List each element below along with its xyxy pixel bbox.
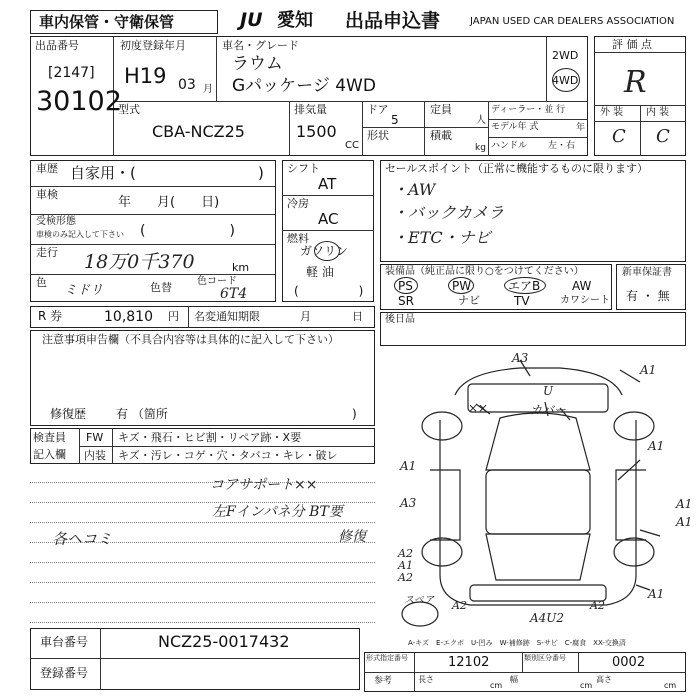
handwritten-note-1: コアサポート×× bbox=[210, 477, 318, 493]
exterior-label: 外 装 bbox=[600, 107, 624, 118]
handwritten-note-2: 左Fインパネ分 BT要 bbox=[212, 504, 343, 520]
equip-leather-seat: カワシート bbox=[560, 295, 610, 306]
ac-value: AC bbox=[318, 210, 339, 228]
model-name: ラウム bbox=[232, 54, 283, 74]
name-change-month: 月 bbox=[300, 310, 311, 323]
type-label: 型式 bbox=[118, 103, 140, 116]
mark-u: U bbox=[543, 384, 554, 398]
equip-tv: TV bbox=[514, 294, 530, 308]
lot-sub-number: [2147] bbox=[48, 65, 95, 81]
displacement-unit: CC bbox=[345, 140, 359, 151]
mark-spare: スペア bbox=[404, 595, 434, 606]
ac-label: 冷房 bbox=[287, 197, 309, 210]
shift-value: AT bbox=[318, 175, 337, 193]
drive-2wd: 2WD bbox=[552, 49, 579, 62]
equip-navi: ナビ bbox=[458, 294, 480, 307]
registration-era-year: H19 bbox=[124, 64, 167, 88]
history-close-paren: ) bbox=[258, 164, 264, 182]
logo-text: 愛知 bbox=[277, 10, 313, 31]
diagram-wheel-rl bbox=[422, 538, 462, 566]
handle-label: ハンドル bbox=[491, 141, 528, 151]
fw-label: FW bbox=[86, 431, 104, 444]
rating-value: R bbox=[624, 65, 647, 100]
inspection-label: 車検 bbox=[36, 188, 58, 201]
tax-label: R 券 bbox=[38, 309, 63, 323]
interior-check-label: 内装 bbox=[84, 449, 106, 462]
capacity-unit: 人 bbox=[476, 115, 486, 126]
warranty-value: 有 ・ 無 bbox=[626, 289, 670, 303]
mark-a2-left: A2 bbox=[398, 547, 413, 560]
model-year-unit: 年 bbox=[576, 123, 586, 133]
category-value: 0002 bbox=[612, 655, 646, 670]
fw-items: キズ・飛石・ヒビ割・リペア跡・X要 bbox=[118, 431, 302, 444]
model-designation-value: 12102 bbox=[448, 655, 490, 670]
logo-mark: JU bbox=[240, 9, 263, 31]
storage-label: 車内保管・守衛保管 bbox=[39, 13, 175, 31]
drive-4wd: 4WD bbox=[552, 74, 579, 87]
mark-a1-right-1: A1 bbox=[676, 497, 693, 511]
name-change-label: 名変通知期限 bbox=[194, 310, 260, 323]
width-label: 幅 bbox=[510, 675, 518, 684]
fuel-parens: ( ) bbox=[294, 284, 364, 298]
diagram-wheel-fl bbox=[422, 412, 462, 440]
repair-label: 修復歴 bbox=[50, 407, 87, 421]
fuel-gas: ガソリン bbox=[300, 244, 349, 258]
equipment-label: 装備品（純正品に限り○をつけてください） bbox=[385, 266, 584, 277]
lot-label: 出品番号 bbox=[35, 39, 79, 52]
association-name: JAPAN USED CAR DEALERS ASSOCIATION bbox=[470, 16, 675, 27]
load-label: 積載 bbox=[430, 129, 452, 142]
lot-number: 30102 bbox=[36, 86, 122, 117]
model-designation-label: 形式指定番号 bbox=[366, 654, 408, 662]
notes-label: 注意事項申告欄（不具合内容等は具体的に記入して下さい） bbox=[42, 333, 339, 346]
equip-pw: PW bbox=[452, 279, 472, 293]
equip-sr: SR bbox=[398, 294, 414, 308]
doors-value: 5 bbox=[391, 113, 399, 127]
displacement-value: 1500 bbox=[296, 122, 337, 141]
displacement-label: 排気量 bbox=[294, 103, 327, 116]
diagram-right-doors bbox=[616, 470, 646, 540]
page-title: 出品申込書 bbox=[345, 10, 441, 32]
color-code-label: 色コード bbox=[197, 276, 237, 287]
fuel-label: 燃料 bbox=[287, 232, 309, 245]
length-unit: cm bbox=[490, 681, 503, 690]
registration-month: 03 bbox=[178, 77, 196, 93]
registration-label: 初度登録年月 bbox=[120, 39, 186, 52]
name-change-day: 日 bbox=[352, 310, 363, 323]
repair-close-paren: ) bbox=[352, 407, 357, 421]
diagram-rear-bumper bbox=[470, 585, 606, 601]
height-unit: cm bbox=[664, 681, 677, 690]
mark-a1-left: A1 bbox=[400, 459, 417, 473]
equip-aw: AW bbox=[572, 279, 592, 293]
tax-unit: 円 bbox=[168, 310, 179, 323]
exterior-value: C bbox=[612, 126, 626, 147]
diagram-wheel-fr bbox=[614, 412, 654, 440]
mark-a4u2: A4U2 bbox=[530, 611, 565, 625]
damage-legend: A-キズ E-エクボ U-凹み W-補修跡 S-サビ C-腐食 XX-交換済 bbox=[408, 639, 626, 647]
diagram-front-hood-outline bbox=[455, 368, 622, 398]
interior-check-items: キズ・汚レ・コゲ・穴・タバコ・キレ・破レ bbox=[118, 449, 338, 462]
mark-a1-front-right: A1 bbox=[640, 363, 657, 377]
selling-point-1: ・AW bbox=[392, 180, 436, 199]
recycle-label: 受検形態 bbox=[36, 216, 76, 227]
color-code-value: 6T4 bbox=[220, 286, 248, 302]
height-label: 高さ bbox=[596, 675, 612, 684]
interior-value: C bbox=[656, 126, 670, 147]
mark-a2-left-2: A2 bbox=[398, 571, 413, 584]
later-items-label: 後日品 bbox=[385, 314, 415, 325]
width-unit: cm bbox=[580, 681, 593, 690]
repair-value: 有 （箇所 bbox=[116, 407, 168, 421]
color-value: ミドリ bbox=[64, 283, 104, 298]
registration-month-unit: 月 bbox=[203, 84, 213, 95]
diagram-windshield bbox=[486, 413, 590, 470]
equip-ps: PS bbox=[398, 279, 413, 293]
mileage-label: 走行 bbox=[36, 246, 58, 259]
mark-cover: カバー bbox=[530, 403, 567, 417]
handle-value: 左・右 bbox=[548, 141, 576, 151]
color-label: 色 bbox=[36, 276, 47, 289]
mark-a1-right-2: A1 bbox=[676, 515, 693, 529]
equip-airbag: エアB bbox=[508, 279, 541, 293]
doors-label: ドア bbox=[367, 103, 389, 116]
category-label: 類別区分番号 bbox=[524, 654, 566, 662]
history-label: 車歴 bbox=[36, 162, 58, 175]
shift-label: シフト bbox=[287, 162, 320, 175]
handwritten-note-4: 各ヘコミ bbox=[52, 530, 113, 548]
rating-label: 評 価 点 bbox=[612, 38, 652, 51]
model-year-label: モデル年 式 bbox=[491, 122, 539, 132]
selling-point-2: ・バックカメラ bbox=[392, 203, 505, 222]
inspection-value: 年 月( 日) bbox=[118, 195, 220, 210]
mark-a3-left: A3 bbox=[400, 496, 417, 510]
interior-label: 内 装 bbox=[646, 107, 670, 118]
mileage-value: 18万0千370 bbox=[84, 251, 195, 273]
dealer-label: ディーラー・並 行 bbox=[491, 105, 566, 115]
diagram-roof bbox=[486, 470, 590, 534]
mark-xx: ×× bbox=[468, 401, 489, 415]
type-value: CBA-NCZ25 bbox=[152, 122, 245, 141]
mark-a1-right-door: A1 bbox=[648, 439, 665, 453]
selling-point-3: ・ETC・ナビ bbox=[392, 228, 491, 247]
handwritten-note-3: 修復 bbox=[338, 529, 366, 545]
model-grade: Gパッケージ 4WD bbox=[232, 76, 376, 96]
mark-a1-right-rear: A1 bbox=[648, 587, 665, 601]
mileage-unit: km bbox=[232, 261, 250, 274]
diagram-rear-window bbox=[486, 534, 590, 580]
model-label: 車名・グレード bbox=[222, 39, 299, 52]
length-label: 長さ bbox=[418, 675, 434, 684]
plate-label: 登録番号 bbox=[40, 666, 89, 680]
history-value: 自家用・( bbox=[70, 164, 136, 182]
mark-a1-left-rear: A1 bbox=[398, 559, 413, 572]
chassis-value: NCZ25-0017432 bbox=[158, 632, 290, 651]
warranty-label: 新車保証書 bbox=[622, 267, 672, 278]
diagram-left-doors bbox=[430, 470, 460, 540]
recycle-note: 車検のみ記入して下さい bbox=[36, 230, 124, 239]
inspector-label: 検査員 bbox=[33, 431, 66, 444]
mark-a2-rear: A2 bbox=[590, 599, 605, 612]
fuel-diesel: 軽 油 bbox=[306, 265, 334, 279]
tax-value: 10,810 bbox=[104, 309, 153, 325]
selling-points-label: セールスポイント（正常に機能するものに限ります） bbox=[385, 162, 649, 175]
diagram-body-outline bbox=[440, 420, 636, 605]
shape-label: 形状 bbox=[367, 129, 389, 142]
load-unit: kg bbox=[475, 143, 486, 153]
recycle-parens: ( ) bbox=[140, 223, 235, 239]
chassis-label: 車台番号 bbox=[40, 635, 89, 649]
ref-label: 参考 bbox=[374, 676, 393, 686]
diagram-wheel-rr bbox=[614, 538, 654, 566]
color-change-label: 色替 bbox=[150, 281, 172, 294]
entry-label: 記入欄 bbox=[33, 448, 66, 461]
mark-a2-rear-left: A2 bbox=[452, 599, 467, 612]
capacity-label: 定員 bbox=[430, 103, 452, 116]
mark-a3-front: A3 bbox=[512, 351, 529, 365]
